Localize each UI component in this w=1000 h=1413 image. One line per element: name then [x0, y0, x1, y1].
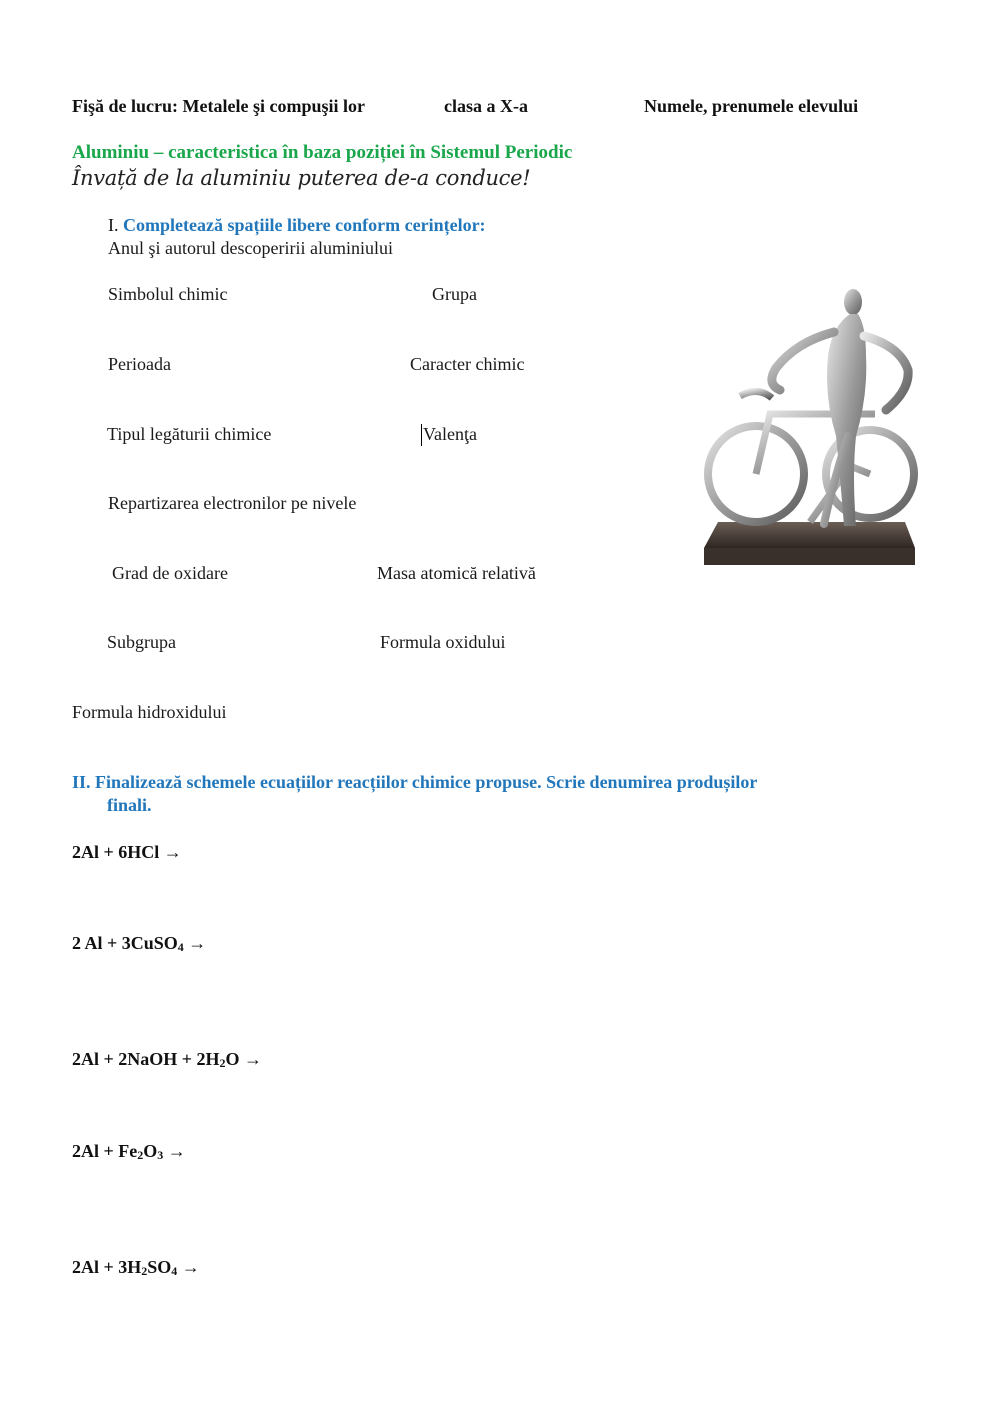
equation-5-subscript-2: 4 — [171, 1264, 178, 1278]
field-group: Grupa — [432, 284, 477, 304]
equation-2 — [72, 933, 206, 955]
field-oxidation: Grad de oxidare — [112, 563, 228, 583]
field-atomic-mass: Masa atomică relativă — [377, 563, 536, 583]
section-1-heading — [108, 215, 486, 236]
equation-2-subscript: 4 — [177, 940, 184, 954]
class-label: clasa a X-a — [444, 96, 528, 116]
field-character: Caracter chimic — [410, 354, 525, 374]
equation-5 — [72, 1257, 200, 1279]
equation-3-end: O → — [225, 1049, 263, 1069]
text-cursor — [421, 424, 422, 446]
equation-1-text: 2Al + 6HCl → — [72, 842, 182, 862]
equation-5-arrow: → — [177, 1257, 200, 1277]
field-valence: Valenţa — [423, 424, 477, 444]
equation-4-arrow: → — [163, 1141, 186, 1161]
section-2-title-line2: finali. — [107, 795, 152, 815]
equation-2-text: 2 Al + 3CuSO — [72, 933, 178, 953]
section-2-title-line1: Finalizează schemele ecuațiilor reacțiilor chimice propuse. Scrie denumirea produșilor — [95, 772, 758, 792]
field-subgroup: Subgrupa — [107, 632, 176, 652]
section-1-title: Completează spațiile libere conform cerințelor: — [123, 215, 486, 235]
field-hydroxide: Formula hidroxidului — [72, 702, 227, 722]
equation-5-mid: SO — [147, 1257, 172, 1277]
field-discovery: Anul şi autorul descoperirii aluminiului — [108, 238, 393, 258]
equation-4-mid: O — [143, 1141, 158, 1161]
motto: Învață de la aluminiu puterea de-a conduce! — [72, 166, 531, 190]
topic-title: Aluminiu – caracteristica în baza poziției în Sistemul Periodic — [72, 142, 573, 163]
equation-5-subscript-1: 2 — [141, 1264, 148, 1278]
equation-4-text: 2Al + Fe — [72, 1141, 138, 1161]
equation-4-subscript-2: 3 — [157, 1148, 164, 1162]
field-period: Perioada — [108, 354, 171, 374]
equation-5-text: 2Al + 3H — [72, 1257, 142, 1277]
equation-3 — [72, 1049, 262, 1071]
field-electrons: Repartizarea electronilor pe nivele — [108, 493, 357, 513]
equation-4 — [72, 1141, 186, 1163]
worksheet-title: Fişă de lucru: Metalele şi compuşii lor — [72, 96, 365, 116]
field-symbol: Simbolul chimic — [108, 284, 228, 304]
aluminium-cyclist-statue-illustration — [700, 286, 925, 568]
equation-2-arrow: → — [183, 933, 207, 953]
equation-3-subscript: 2 — [219, 1056, 226, 1070]
field-oxide: Formula oxidului — [380, 632, 506, 652]
section-2-heading — [72, 771, 872, 817]
equation-4-subscript-1: 2 — [137, 1148, 144, 1162]
equation-3-text: 2Al + 2NaOH + 2H — [72, 1049, 220, 1069]
section-2-number: II. — [72, 772, 91, 792]
field-bond: Tipul legăturii chimice — [107, 424, 272, 444]
equation-1 — [72, 842, 182, 863]
student-name-label: Numele, prenumele elevului — [644, 96, 859, 116]
section-1-number: I. — [108, 215, 119, 235]
